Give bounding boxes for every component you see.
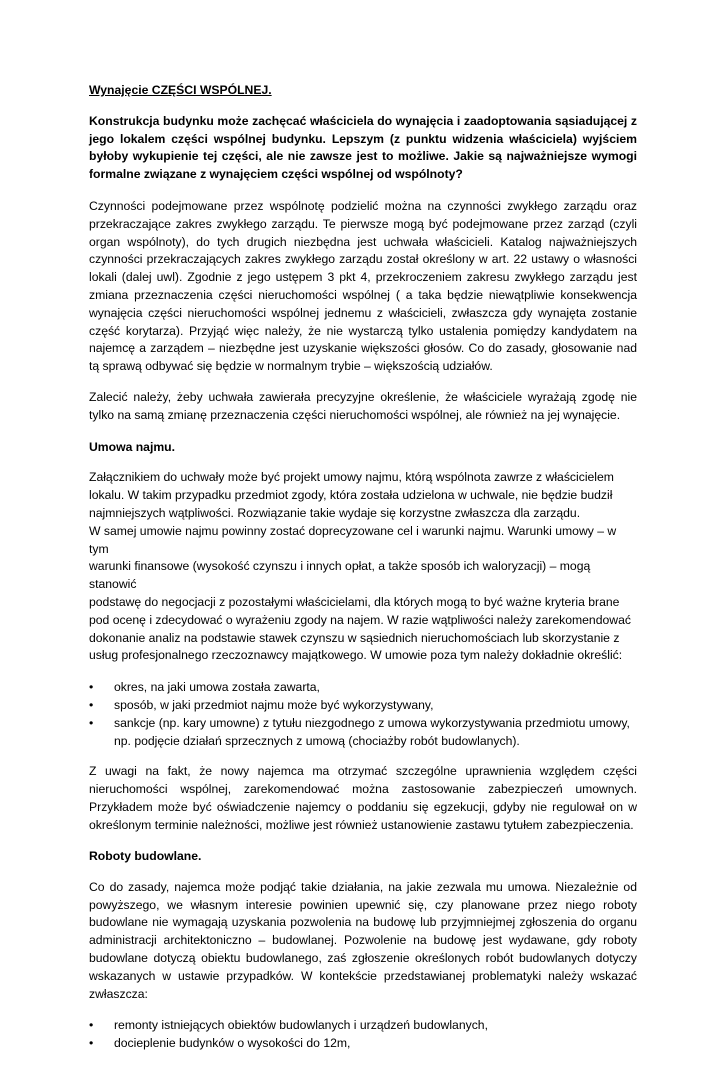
bullet-icon: • (89, 680, 94, 695)
lease-line: pod ocenę i zdecydować o wyrażeniu zgody na najem. W razie wątpliwości należy zarekomendować (89, 612, 631, 627)
lease-line: lokalu. W takim przypadku przedmiot zgody, która została udzielona w uchwale, nie będzie budził (89, 488, 613, 503)
document-page (89, 82, 637, 1065)
list-item-text: sankcje (np. kary umowne) z tytułu niezgodnego z umowa wykorzystywania przedmiotu umowy, (114, 715, 630, 730)
paragraph-management-acts: Czynności podejmowane przez wspólnotę podzielić można na czynności zwykłego zarządu oraz przekraczające zakres zwykłego zarządu. Te pierwsze mogą być podejmowane przez zarząd (czyli organ wspólnoty), do tych drugich niezbędna jest uchwała właścicieli. Katalog najważniejszych czynności przekraczających zakres zwykłego zarządu został określony w art. 22 ustawy o własności lokali (dalej uwl). Zgodnie z jego ustępem 3 pkt 4, przekroczeniem zakresu zwykłego zarządu jest zmiana przeznaczenia części nieruchomości wspólnej ( a taka będzie niewątpliwie konsekwencja wynajęcia części nieruchomości wspólnej jednemu z właścicieli, zwłaszcza gdy wynajęta zostanie część korytarza). Przyjąć więc należy, że nie wystarczą tylko ustalenia pomiędzy kandydatem na najemcę a zarządem – niezbędne jest uzyskanie większości głosów. Co do zasady, głosowanie nad tą sprawą odbywać się będzie w normalnym trybie – większością udziałów. (89, 198, 637, 374)
list-item (89, 697, 637, 715)
lease-agreement-body (89, 469, 637, 665)
lease-line: podstawę do negocjacji z pozostałymi właścicielami, dla których mogą to być ważne kryteria brane (89, 594, 620, 609)
bullet-icon: • (89, 697, 94, 712)
bullet-icon: • (89, 1035, 94, 1050)
lease-line: usług profesjonalnego rzeczoznawcy majątkowego. W umowie poza tym należy dokładnie określić: (89, 648, 623, 663)
heading-lease-agreement: Umowa najmu. (89, 439, 176, 454)
list-item-text: okres, na jaki umowa została zawarta, (114, 680, 320, 695)
bullet-icon: • (89, 715, 94, 730)
lease-terms-list (89, 679, 637, 750)
bullet-icon: • (89, 1017, 94, 1032)
paragraph-resolution-recommendation: Zalecić należy, żeby uchwała zawierała precyzyjne określenie, że właściciele wyrażają zgodę nie tylko na samą zmianę przeznaczenia części nieruchomości wspólnej, ale również na jej wynajęcie. (89, 390, 637, 423)
list-item-text: remonty istniejących obiektów budowlanych i urządzeń budowlanych, (114, 1017, 488, 1032)
paragraph-construction-permit: Co do zasady, najemca może podjąć takie działania, na jakie zezwala mu umowa. Niezależnie od powyższego, we własnym interesie powinien upewnić się, czy planowane przez niego roboty budowlane nie wymagają uzyskania pozwolenia na budowę lub przyjmniejmej zgłoszenia do organu administracji architektoniczno – budowlanej. Pozwolenie na budowę jest wydawane, gdy roboty budowlane dotyczą obiektu budowlanego, zaś zgłoszenie określonych robót budowlanych dotyczy wskazanych w ustawie przypadków. W kontekście przedstawianej problematyki należy wskazać zwłaszcza: (89, 879, 637, 1001)
list-item-text: docieplenie budynków o wysokości do 12m, (114, 1035, 351, 1050)
paragraph-security-measures: Z uwagi na fakt, że nowy najemca ma otrzymać szczególne uprawnienia względem części nieruchomości wspólnej, zarekomendować można zastosowanie zabezpieczeń umownych. Przykładem może być oświadczenie najemcy o poddaniu się egzekucji, gdyby nie regulował on w określonym terminie należności, możliwe jest również ustanowienie zastawu tytułem zabezpieczenia. (89, 764, 637, 832)
construction-works-list (89, 1017, 637, 1053)
heading-construction-works: Roboty budowlane. (89, 848, 202, 863)
lease-line: W samej umowie najmu powinny zostać doprecyzowane cel i warunki najmu. Warunki umowy – w tym (89, 523, 617, 556)
list-item-text: sposób, w jaki przedmiot najmu może być wykorzystywany, (114, 697, 434, 712)
list-item (89, 679, 637, 697)
lease-line: dokonanie analiz na podstawie stawek czynszu w sąsiednich nieruchomościach lub skorzystanie z (89, 630, 620, 645)
list-item-continuation: np. podjęcie działań sprzecznych z umową (chociażby robót budowlanych). (114, 733, 520, 748)
list-item (89, 1017, 637, 1035)
lease-line: Załącznikiem do uchwały może być projekt umowy najmu, którą wspólnota zawrze z właścicielem (89, 470, 614, 485)
lead-paragraph: Konstrukcja budynku może zachęcać właściciela do wynajęcia i zaadoptowania sąsiadującej z jego lokalem części wspólnej budynku. Lepszym (z punktu widzenia właściciela) wyjściem byłoby wykupienie tej części, ale nie zawsze jest to możliwe. Jakie są najważniejsze wymogi formalne związane z wynajęciem części wspólnej od wspólnoty? (89, 113, 637, 182)
list-item (89, 715, 637, 751)
list-item (89, 1035, 637, 1053)
lease-line: warunki finansowe (wysokość czynszu i innych opłat, a także sposób ich waloryzacji) – mogą stanowić (89, 559, 591, 592)
lease-line: najmniejszych wątpliwości. Rozwiązanie takie wydaje się korzystne zwłaszcza dla zarządu. (89, 505, 581, 520)
document-title: Wynajęcie CZĘŚCI WSPÓLNEJ. (89, 83, 272, 97)
